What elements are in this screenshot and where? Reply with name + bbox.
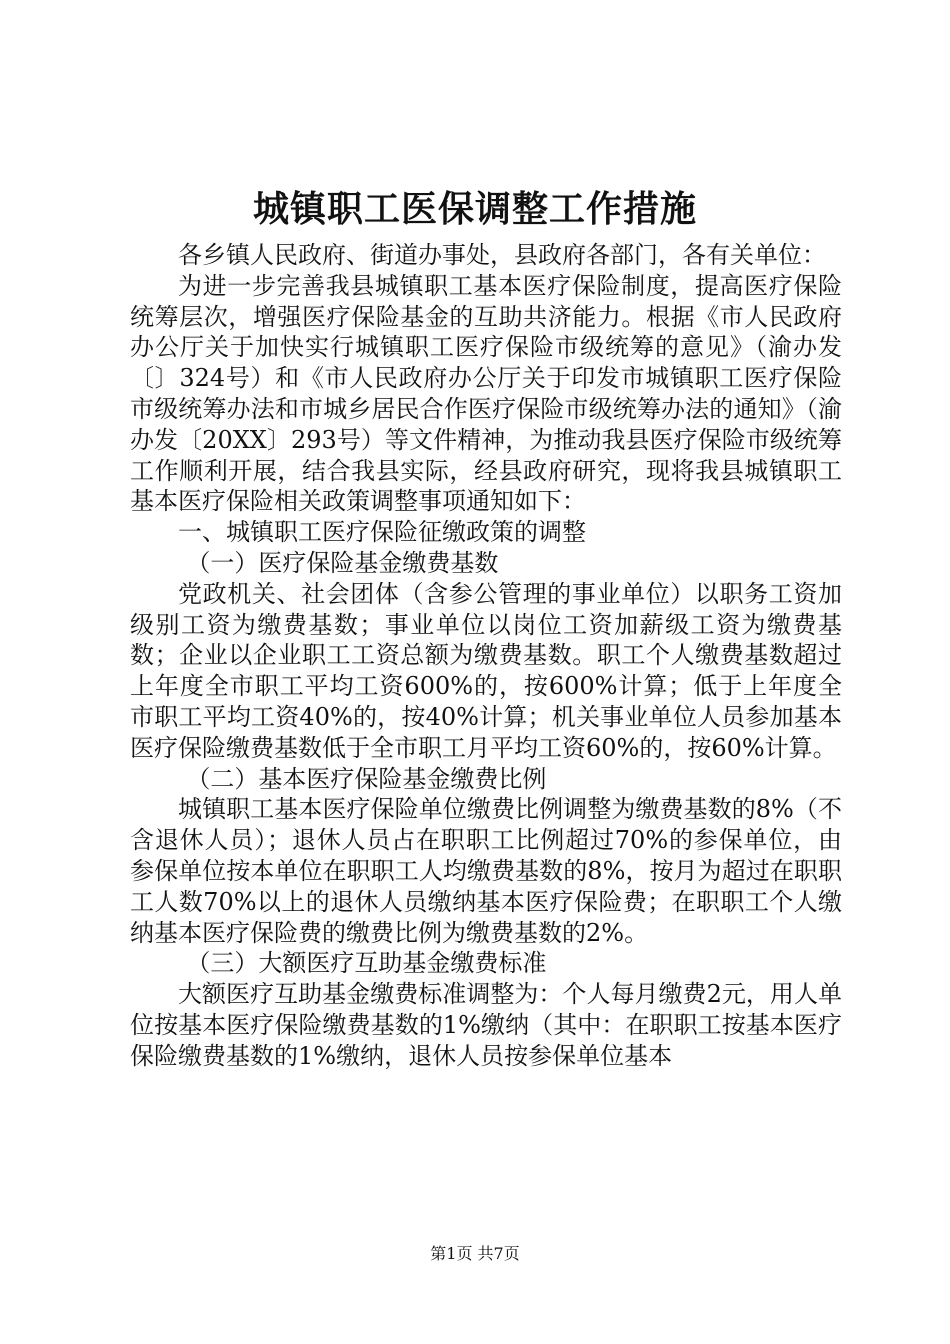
document-title: 城镇职工医保调整工作措施 bbox=[252, 188, 697, 230]
paragraph: 党政机关、社会团体（含参公管理的事业单位）以职务工资加级别工资为缴费基数；事业单位以岗位工资加薪级工资为缴费基数；企业以企业职工工资总额为缴费基数。职工个人缴费基数超过上年度全市职工平均工资600%的，按600%计算；低于上年度全市职工平均工资40%的，按40%计算；机关事业单位人员参加基本医疗保险缴费基数低于全市职工月平均工资60%的，按60%计算。 bbox=[130, 579, 842, 762]
subsection-heading: （三）大额医疗互助基金缴费标准 bbox=[186, 949, 547, 978]
subsection-heading: （一）医疗保险基金缴费基数 bbox=[186, 548, 499, 577]
document-body bbox=[130, 240, 842, 1072]
section-heading: 一、城镇职工医疗保险征缴政策的调整 bbox=[178, 518, 586, 547]
paragraph: 为进一步完善我县城镇职工基本医疗保险制度，提高医疗保险统筹层次，增强医疗保险基金的互助共济能力。根据《市人民政府办公厅关于加快实行城镇职工医疗保险市级统筹的意见》（渝办发〔〕324号）和《市人民政府办公厅关于印发市城镇职工医疗保险市级统筹办法和市城乡居民合作医疗保险市级统筹办法的通知》（渝办发〔20XX〕293号）等文件精神，为推动我县医疗保险市级统筹工作顺利开展，结合我县实际，经县政府研究，现将我县城镇职工基本医疗保险相关政策调整事项通知如下： bbox=[130, 271, 842, 516]
subsection-heading: （二）基本医疗保险基金缴费比例 bbox=[186, 764, 547, 793]
page-number-footer: 第1页 共7页 bbox=[430, 1244, 520, 1263]
paragraph: 城镇职工基本医疗保险单位缴费比例调整为缴费基数的8%（不含退休人员）；退休人员占在职职工比例超过70%的参保单位，由参保单位按本单位在职职工人均缴费基数的8%，按月为超过在职职工人数70%以上的退休人员缴纳基本医疗保险费；在职职工个人缴纳基本医疗保险费的缴费比例为缴费基数的2%。 bbox=[130, 795, 842, 947]
paragraph: 大额医疗互助基金缴费标准调整为：个人每月缴费2元，用人单位按基本医疗保险缴费基数的1%缴纳（其中：在职职工按基本医疗保险缴费基数的1%缴纳，退休人员按参保单位基本 bbox=[130, 980, 842, 1070]
paragraph: 各乡镇人民政府、街道办事处，县政府各部门，各有关单位： bbox=[178, 241, 826, 269]
